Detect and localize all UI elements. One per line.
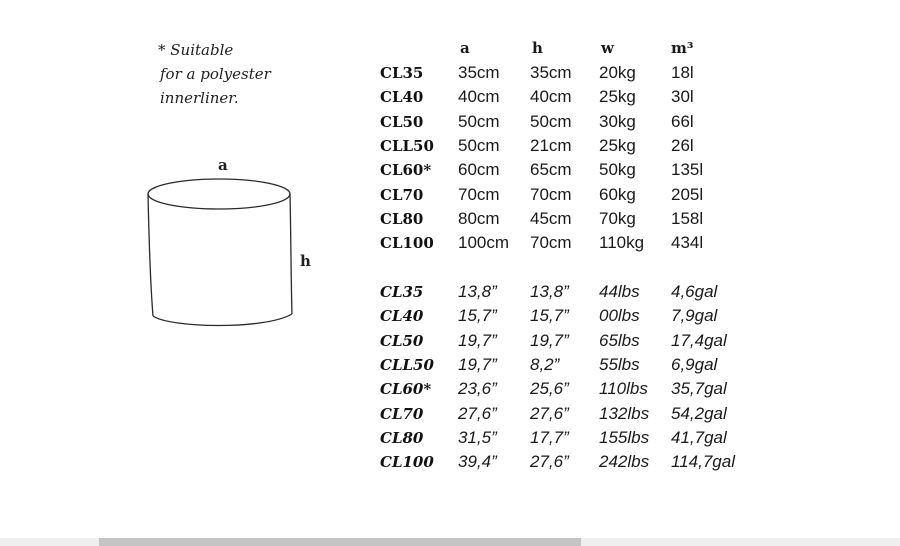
- volume-cell: 18l: [671, 63, 694, 82]
- volume-cell: 66l: [671, 111, 694, 131]
- dim-h-cell: 50cm: [530, 111, 572, 131]
- dim-h-cell: 45cm: [530, 208, 572, 228]
- volume-cell: 17,4gal: [671, 330, 727, 350]
- weight-cell: 242lbs: [599, 452, 650, 472]
- weight-cell: 65lbs: [599, 330, 640, 350]
- header-h: h: [532, 39, 543, 57]
- diagram-label-a: a: [218, 156, 228, 174]
- volume-cell: 35,7gal: [671, 379, 727, 399]
- dim-a-cell: 27,6”: [458, 403, 497, 423]
- volume-cell: 54,2gal: [671, 403, 727, 423]
- volume-cell: 4,6gal: [671, 282, 718, 301]
- weight-cell: 30kg: [599, 111, 636, 131]
- dim-a-cell: 19,7”: [458, 330, 497, 350]
- dim-a-cell: 80cm: [458, 208, 500, 228]
- dim-h-cell: 17,7”: [530, 427, 569, 447]
- dim-a-cell: 13,8”: [458, 282, 497, 301]
- model-cell: CL70: [380, 404, 424, 423]
- dim-a-cell: 23,6”: [458, 379, 497, 399]
- dim-h-cell: 13,8”: [530, 282, 569, 301]
- cylinder-diagram: [140, 150, 300, 340]
- weight-cell: 25kg: [599, 87, 636, 107]
- weight-cell: 60kg: [599, 184, 636, 204]
- cylinder-right-side: [290, 194, 292, 314]
- dim-a-cell: 70cm: [458, 184, 500, 204]
- dim-a-cell: 60cm: [458, 160, 500, 180]
- dim-a-cell: 19,7”: [458, 354, 497, 374]
- header-w: w: [601, 39, 614, 57]
- note-line-2: for a polyester: [160, 65, 271, 83]
- dim-a-cell: 35cm: [458, 63, 500, 82]
- volume-cell: 114,7gal: [671, 452, 735, 472]
- cylinder-left-side: [148, 194, 153, 316]
- dim-a-cell: 50cm: [458, 135, 500, 155]
- weight-cell: 155lbs: [599, 427, 650, 447]
- model-cell: CLL50: [380, 355, 434, 374]
- model-cell: CL50: [380, 112, 424, 131]
- volume-cell: 7,9gal: [671, 306, 718, 326]
- header-volume: m³: [671, 39, 694, 57]
- model-cell: CL35: [380, 64, 424, 82]
- weight-cell: 70kg: [599, 208, 636, 228]
- volume-cell: 41,7gal: [671, 427, 727, 447]
- dim-a-cell: 15,7”: [458, 306, 497, 326]
- volume-cell: 26l: [671, 135, 694, 155]
- dim-h-cell: 27,6”: [530, 403, 569, 423]
- model-cell: CL70: [380, 185, 424, 204]
- weight-cell: 110kg: [599, 233, 645, 253]
- volume-cell: 6,9gal: [671, 354, 718, 374]
- model-cell: CL100: [380, 234, 434, 253]
- weight-cell: 110lbs: [599, 379, 648, 399]
- volume-cell: 158l: [671, 208, 704, 228]
- dim-a-cell: 50cm: [458, 111, 500, 131]
- dim-a-cell: 100cm: [458, 233, 510, 253]
- dim-h-cell: 15,7”: [530, 306, 569, 326]
- suitability-note: [158, 38, 271, 110]
- weight-cell: 00lbs: [599, 306, 640, 326]
- dim-h-cell: 8,2”: [530, 354, 560, 374]
- weight-cell: 44lbs: [599, 282, 640, 301]
- scrollbar-thumb[interactable]: [99, 538, 581, 546]
- horizontal-scrollbar[interactable]: [0, 538, 900, 546]
- dim-h-cell: 35cm: [530, 63, 572, 82]
- cylinder-top-ellipse: [148, 179, 290, 209]
- model-cell: CL80: [380, 428, 424, 447]
- model-cell: CL100: [380, 453, 434, 472]
- header-a: a: [460, 39, 470, 57]
- dim-h-cell: 40cm: [530, 87, 572, 107]
- dim-h-cell: 27,6”: [530, 452, 569, 472]
- volume-cell: 30l: [671, 87, 694, 107]
- weight-cell: 132lbs: [599, 403, 650, 423]
- dim-a-cell: 40cm: [458, 87, 500, 107]
- dim-a-cell: 39,4”: [458, 452, 497, 472]
- model-cell: CL40: [380, 88, 424, 107]
- dim-h-cell: 65cm: [530, 160, 572, 180]
- diagram-label-h: h: [300, 252, 311, 270]
- weight-cell: 55lbs: [599, 354, 640, 374]
- model-cell: CL60*: [380, 161, 432, 180]
- model-cell: CL80: [380, 209, 424, 228]
- note-line-1: * Suitable: [158, 41, 234, 59]
- weight-cell: 50kg: [599, 160, 636, 180]
- dim-h-cell: 21cm: [530, 135, 572, 155]
- model-cell: CL40: [380, 307, 424, 326]
- weight-cell: 20kg: [599, 63, 636, 82]
- volume-cell: 434l: [671, 233, 704, 253]
- model-cell: CLL50: [380, 136, 434, 155]
- model-cell: CL50: [380, 331, 424, 350]
- dim-a-cell: 31,5”: [458, 427, 497, 447]
- dim-h-cell: 70cm: [530, 233, 572, 253]
- cylinder-bottom-arc: [153, 314, 292, 326]
- volume-cell: 135l: [671, 160, 704, 180]
- volume-cell: 205l: [671, 184, 704, 204]
- dim-h-cell: 25,6”: [530, 379, 569, 399]
- note-line-3: innerliner.: [160, 89, 239, 107]
- model-cell: CL60*: [380, 380, 432, 399]
- dim-h-cell: 19,7”: [530, 330, 569, 350]
- dim-h-cell: 70cm: [530, 184, 572, 204]
- model-cell: CL35: [380, 283, 424, 301]
- weight-cell: 25kg: [599, 135, 636, 155]
